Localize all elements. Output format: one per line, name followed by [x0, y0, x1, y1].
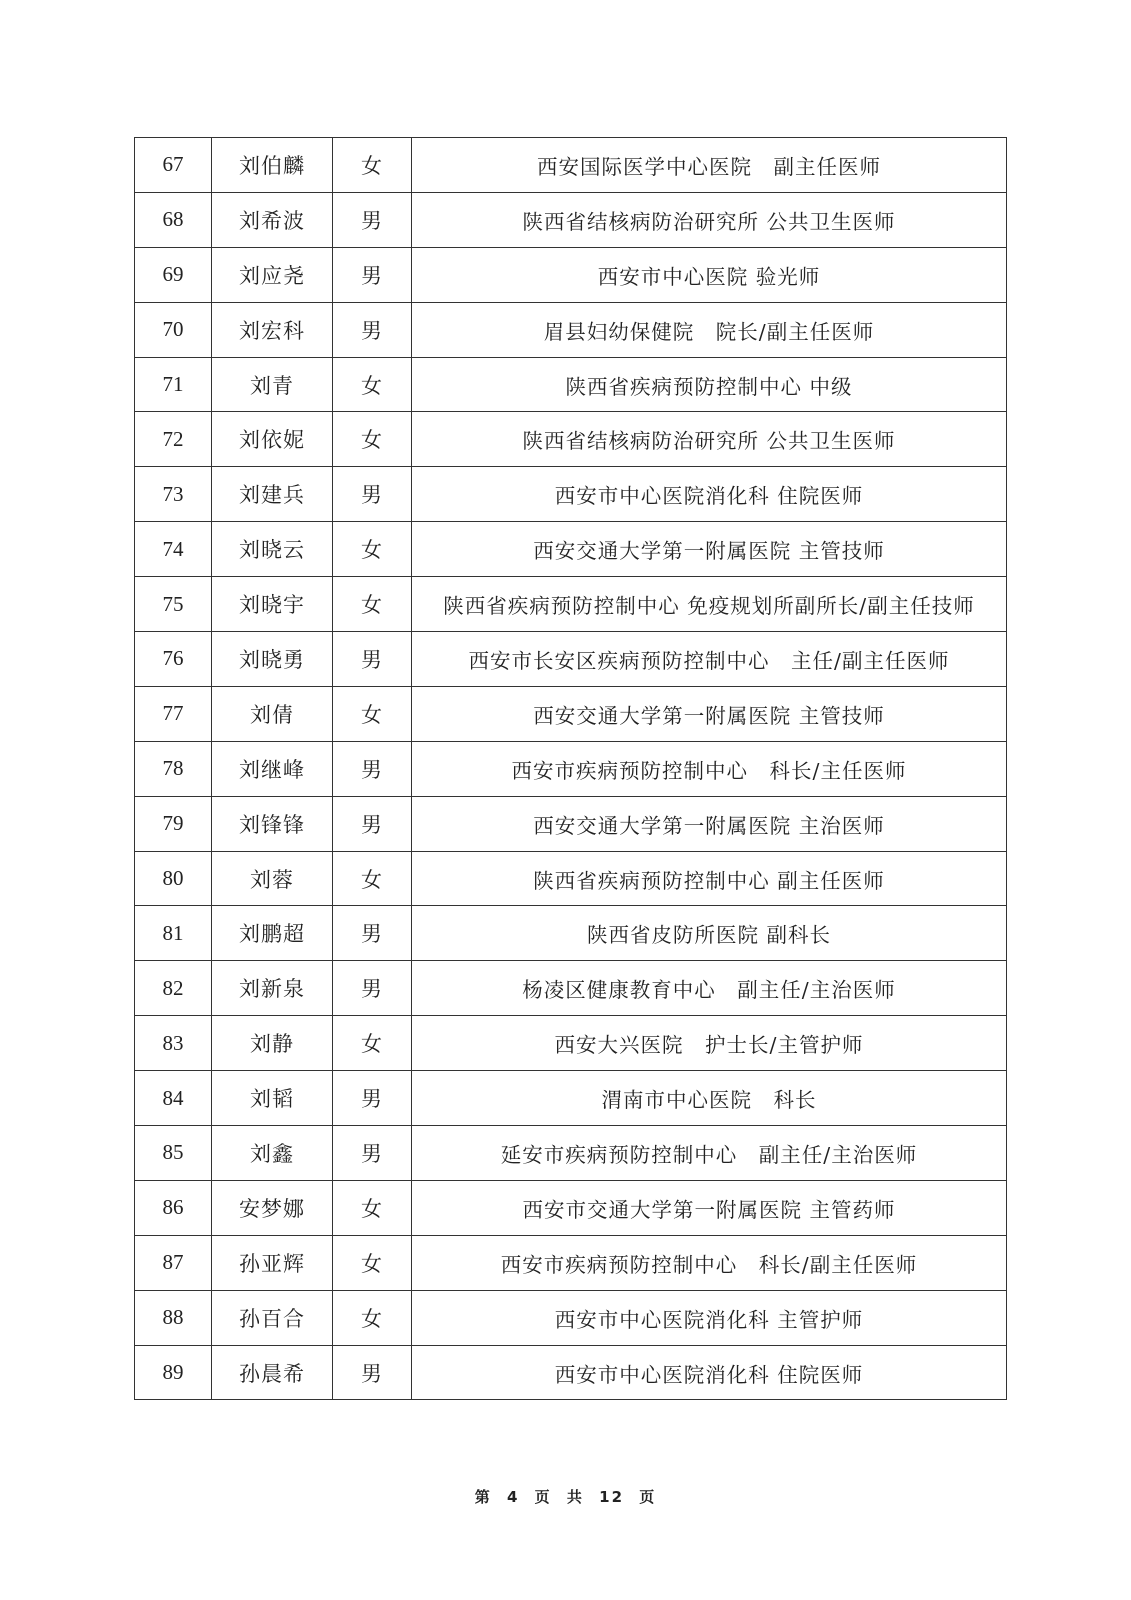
row-name: 孙晨希	[212, 1345, 333, 1400]
row-affiliation: 延安市疾病预防控制中心 副主任/主治医师	[412, 1126, 1007, 1181]
row-gender: 女	[333, 522, 412, 577]
table-row	[135, 412, 1007, 467]
row-affiliation: 西安交通大学第一附属医院 主管技师	[412, 522, 1007, 577]
row-gender: 男	[333, 467, 412, 522]
table-row	[135, 906, 1007, 961]
row-affiliation: 西安交通大学第一附属医院 主治医师	[412, 796, 1007, 851]
table-row	[135, 1126, 1007, 1181]
row-affiliation: 西安市疾病预防控制中心 科长/副主任医师	[412, 1235, 1007, 1290]
row-name: 刘鹏超	[212, 906, 333, 961]
row-affiliation: 陕西省疾病预防控制中心 副主任医师	[412, 851, 1007, 906]
row-gender: 男	[333, 1345, 412, 1400]
row-gender: 女	[333, 577, 412, 632]
page-footer	[0, 1486, 1131, 1507]
row-gender: 男	[333, 302, 412, 357]
row-affiliation: 西安国际医学中心医院 副主任医师	[412, 138, 1007, 193]
row-name: 刘晓云	[212, 522, 333, 577]
row-gender: 男	[333, 192, 412, 247]
row-affiliation: 陕西省疾病预防控制中心 免疫规划所副所长/副主任技师	[412, 577, 1007, 632]
row-name: 刘希波	[212, 192, 333, 247]
row-number: 85	[135, 1126, 212, 1181]
row-name: 刘新泉	[212, 961, 333, 1016]
table-row	[135, 1235, 1007, 1290]
row-gender: 女	[333, 1180, 412, 1235]
table-row	[135, 192, 1007, 247]
row-name: 安梦娜	[212, 1180, 333, 1235]
row-number: 69	[135, 247, 212, 302]
footer-total-unit: 页	[639, 1488, 657, 1506]
table-row	[135, 1071, 1007, 1126]
row-affiliation: 陕西省结核病防治研究所 公共卫生医师	[412, 192, 1007, 247]
row-number: 72	[135, 412, 212, 467]
footer-page-unit: 页	[534, 1488, 552, 1506]
row-number: 86	[135, 1180, 212, 1235]
row-affiliation: 陕西省疾病预防控制中心 中级	[412, 357, 1007, 412]
table-row	[135, 796, 1007, 851]
table-row	[135, 1180, 1007, 1235]
row-name: 刘青	[212, 357, 333, 412]
row-name: 刘继峰	[212, 741, 333, 796]
row-number: 73	[135, 467, 212, 522]
table-row	[135, 302, 1007, 357]
row-name: 刘伯麟	[212, 138, 333, 193]
roster-table	[134, 137, 1007, 1400]
row-gender: 男	[333, 1071, 412, 1126]
row-name: 刘静	[212, 1016, 333, 1071]
row-gender: 男	[333, 906, 412, 961]
row-affiliation: 西安市长安区疾病预防控制中心 主任/副主任医师	[412, 632, 1007, 687]
row-number: 67	[135, 138, 212, 193]
row-affiliation: 陕西省皮防所医院 副科长	[412, 906, 1007, 961]
row-affiliation: 西安市中心医院消化科 住院医师	[412, 1345, 1007, 1400]
row-name: 刘依妮	[212, 412, 333, 467]
row-gender: 女	[333, 851, 412, 906]
row-name: 孙亚辉	[212, 1235, 333, 1290]
table-row	[135, 1345, 1007, 1400]
row-name: 刘宏科	[212, 302, 333, 357]
row-name: 刘倩	[212, 686, 333, 741]
row-number: 82	[135, 961, 212, 1016]
row-name: 刘晓勇	[212, 632, 333, 687]
row-number: 70	[135, 302, 212, 357]
row-number: 87	[135, 1235, 212, 1290]
row-number: 76	[135, 632, 212, 687]
table-row	[135, 632, 1007, 687]
row-gender: 男	[333, 741, 412, 796]
row-number: 68	[135, 192, 212, 247]
row-gender: 女	[333, 1235, 412, 1290]
row-affiliation: 渭南市中心医院 科长	[412, 1071, 1007, 1126]
table-row	[135, 467, 1007, 522]
row-gender: 女	[333, 138, 412, 193]
table-row	[135, 522, 1007, 577]
row-affiliation: 西安市疾病预防控制中心 科长/主任医师	[412, 741, 1007, 796]
row-affiliation: 眉县妇幼保健院 院长/副主任医师	[412, 302, 1007, 357]
table-row	[135, 1290, 1007, 1345]
row-affiliation: 西安交通大学第一附属医院 主管技师	[412, 686, 1007, 741]
row-number: 84	[135, 1071, 212, 1126]
row-affiliation: 西安市中心医院消化科 主管护师	[412, 1290, 1007, 1345]
table-row	[135, 357, 1007, 412]
table-row	[135, 1016, 1007, 1071]
table-row	[135, 247, 1007, 302]
row-gender: 女	[333, 357, 412, 412]
row-name: 刘锋锋	[212, 796, 333, 851]
row-name: 刘晓宇	[212, 577, 333, 632]
row-gender: 男	[333, 247, 412, 302]
row-gender: 女	[333, 1016, 412, 1071]
row-number: 88	[135, 1290, 212, 1345]
row-gender: 男	[333, 632, 412, 687]
row-number: 77	[135, 686, 212, 741]
row-gender: 男	[333, 961, 412, 1016]
table-row	[135, 686, 1007, 741]
row-affiliation: 西安市交通大学第一附属医院 主管药师	[412, 1180, 1007, 1235]
row-number: 75	[135, 577, 212, 632]
row-name: 孙百合	[212, 1290, 333, 1345]
footer-page-number: 4	[506, 1488, 520, 1506]
row-affiliation: 西安市中心医院 验光师	[412, 247, 1007, 302]
row-number: 79	[135, 796, 212, 851]
row-gender: 女	[333, 686, 412, 741]
row-name: 刘韬	[212, 1071, 333, 1126]
row-gender: 男	[333, 1126, 412, 1181]
row-number: 71	[135, 357, 212, 412]
row-number: 83	[135, 1016, 212, 1071]
footer-total-pages: 12	[599, 1488, 625, 1506]
row-number: 78	[135, 741, 212, 796]
table-row	[135, 851, 1007, 906]
row-gender: 女	[333, 412, 412, 467]
row-gender: 女	[333, 1290, 412, 1345]
row-name: 刘蓉	[212, 851, 333, 906]
table-row	[135, 741, 1007, 796]
row-affiliation: 西安大兴医院 护士长/主管护师	[412, 1016, 1007, 1071]
row-number: 81	[135, 906, 212, 961]
row-gender: 男	[333, 796, 412, 851]
table-row	[135, 138, 1007, 193]
row-name: 刘鑫	[212, 1126, 333, 1181]
table-row	[135, 961, 1007, 1016]
row-affiliation: 杨凌区健康教育中心 副主任/主治医师	[412, 961, 1007, 1016]
footer-prefix: 第	[474, 1488, 492, 1506]
table-row	[135, 577, 1007, 632]
row-number: 89	[135, 1345, 212, 1400]
row-name: 刘建兵	[212, 467, 333, 522]
row-affiliation: 西安市中心医院消化科 住院医师	[412, 467, 1007, 522]
row-affiliation: 陕西省结核病防治研究所 公共卫生医师	[412, 412, 1007, 467]
footer-total-prefix: 共	[566, 1488, 584, 1506]
row-number: 80	[135, 851, 212, 906]
row-number: 74	[135, 522, 212, 577]
row-name: 刘应尧	[212, 247, 333, 302]
roster-body	[135, 138, 1007, 1400]
